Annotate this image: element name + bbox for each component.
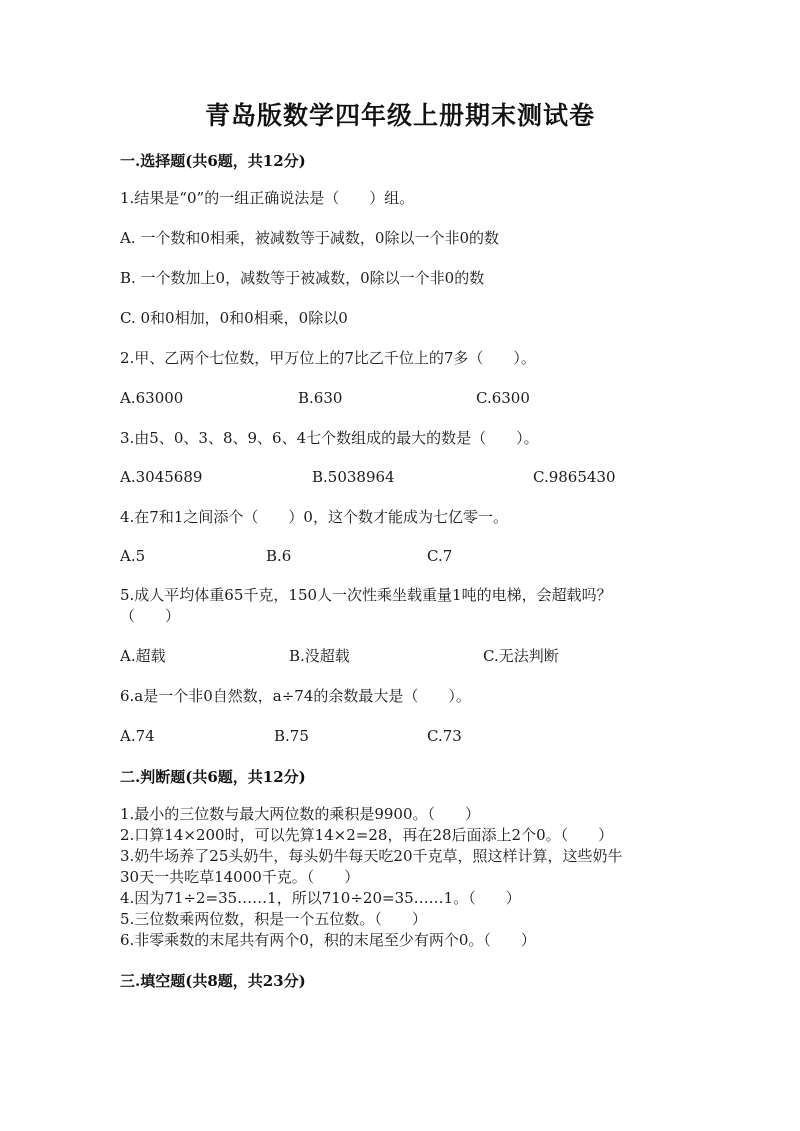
question-2-stem: 2.甲、乙两个七位数，甲万位上的7比乙千位上的7多（ ）。 xyxy=(120,349,536,367)
judgement-item-5: 5.三位数乘两位数，积是一个五位数。（ ） xyxy=(120,910,427,928)
judgement-item-6: 6.非零乘数的末尾共有两个0，积的末尾至少有两个0。（ ） xyxy=(120,931,536,949)
section-heading-choice: 一.选择题(共6题，共12分) xyxy=(120,152,306,170)
question-3-option-b: B.5038964 xyxy=(312,468,395,486)
judgement-item-3-continued: 30天一共吃草14000千克。（ ） xyxy=(120,868,360,886)
question-5-option-a: A.超载 xyxy=(120,647,166,665)
question-3-option-c: C.9865430 xyxy=(533,468,616,486)
question-6-stem: 6.a是一个非0自然数，a÷74的余数最大是（ ）。 xyxy=(120,687,471,705)
question-5-stem: 5.成人平均体重65千克，150人一次性乘坐载重量1吨的电梯，会超载吗？ xyxy=(120,586,612,604)
judgement-item-4: 4.因为71÷2=35……1，所以710÷20=35……1。（ ） xyxy=(120,889,521,907)
judgement-item-2: 2.口算14×200时，可以先算14×2=28，再在28后面添上2个0。（ ） xyxy=(120,826,614,844)
question-4-option-b: B.6 xyxy=(266,547,292,565)
question-2-option-b: B.630 xyxy=(298,389,343,407)
judgement-item-1: 1.最小的三位数与最大两位数的乘积是9900。（ ） xyxy=(120,805,480,823)
question-5-option-b: B.没超载 xyxy=(289,647,350,665)
question-6-option-b: B.75 xyxy=(274,727,309,745)
question-2-option-a: A.63000 xyxy=(120,389,184,407)
page-title: 青岛版数学四年级上册期末测试卷 xyxy=(204,101,595,130)
question-1-option-a: A. 一个数和0相乘，被减数等于减数，0除以一个非0的数 xyxy=(120,229,500,247)
question-6-option-c: C.73 xyxy=(427,727,462,745)
question-4-option-a: A.5 xyxy=(120,547,146,565)
section-heading-judgement: 二.判断题(共6题，共12分) xyxy=(120,768,306,786)
question-1-option-b: B. 一个数加上0，减数等于被减数，0除以一个非0的数 xyxy=(120,269,485,287)
question-1-option-c: C. 0和0相加，0和0相乘，0除以0 xyxy=(120,309,348,327)
question-5-stem-continued: （ ） xyxy=(120,607,181,625)
question-3-option-a: A.3045689 xyxy=(120,468,203,486)
question-2-option-c: C.6300 xyxy=(476,389,530,407)
question-3-stem: 3.由5、0、3、8、9、6、4七个数组成的最大的数是（ ）。 xyxy=(120,429,539,447)
question-5-option-c: C.无法判断 xyxy=(483,647,559,665)
judgement-item-3: 3.奶牛场养了25头奶牛，每头奶牛每天吃20千克草，照这样计算，这些奶牛 xyxy=(120,847,623,865)
question-4-stem: 4.在7和1之间添个（ ）0，这个数才能成为七亿零一。 xyxy=(120,508,508,526)
question-1-stem: 1.结果是“0”的一组正确说法是（ ）组。 xyxy=(120,189,415,207)
question-4-option-c: C.7 xyxy=(427,547,453,565)
question-6-option-a: A.74 xyxy=(120,727,155,745)
section-heading-fill-in: 三.填空题(共8题，共23分) xyxy=(120,972,306,990)
